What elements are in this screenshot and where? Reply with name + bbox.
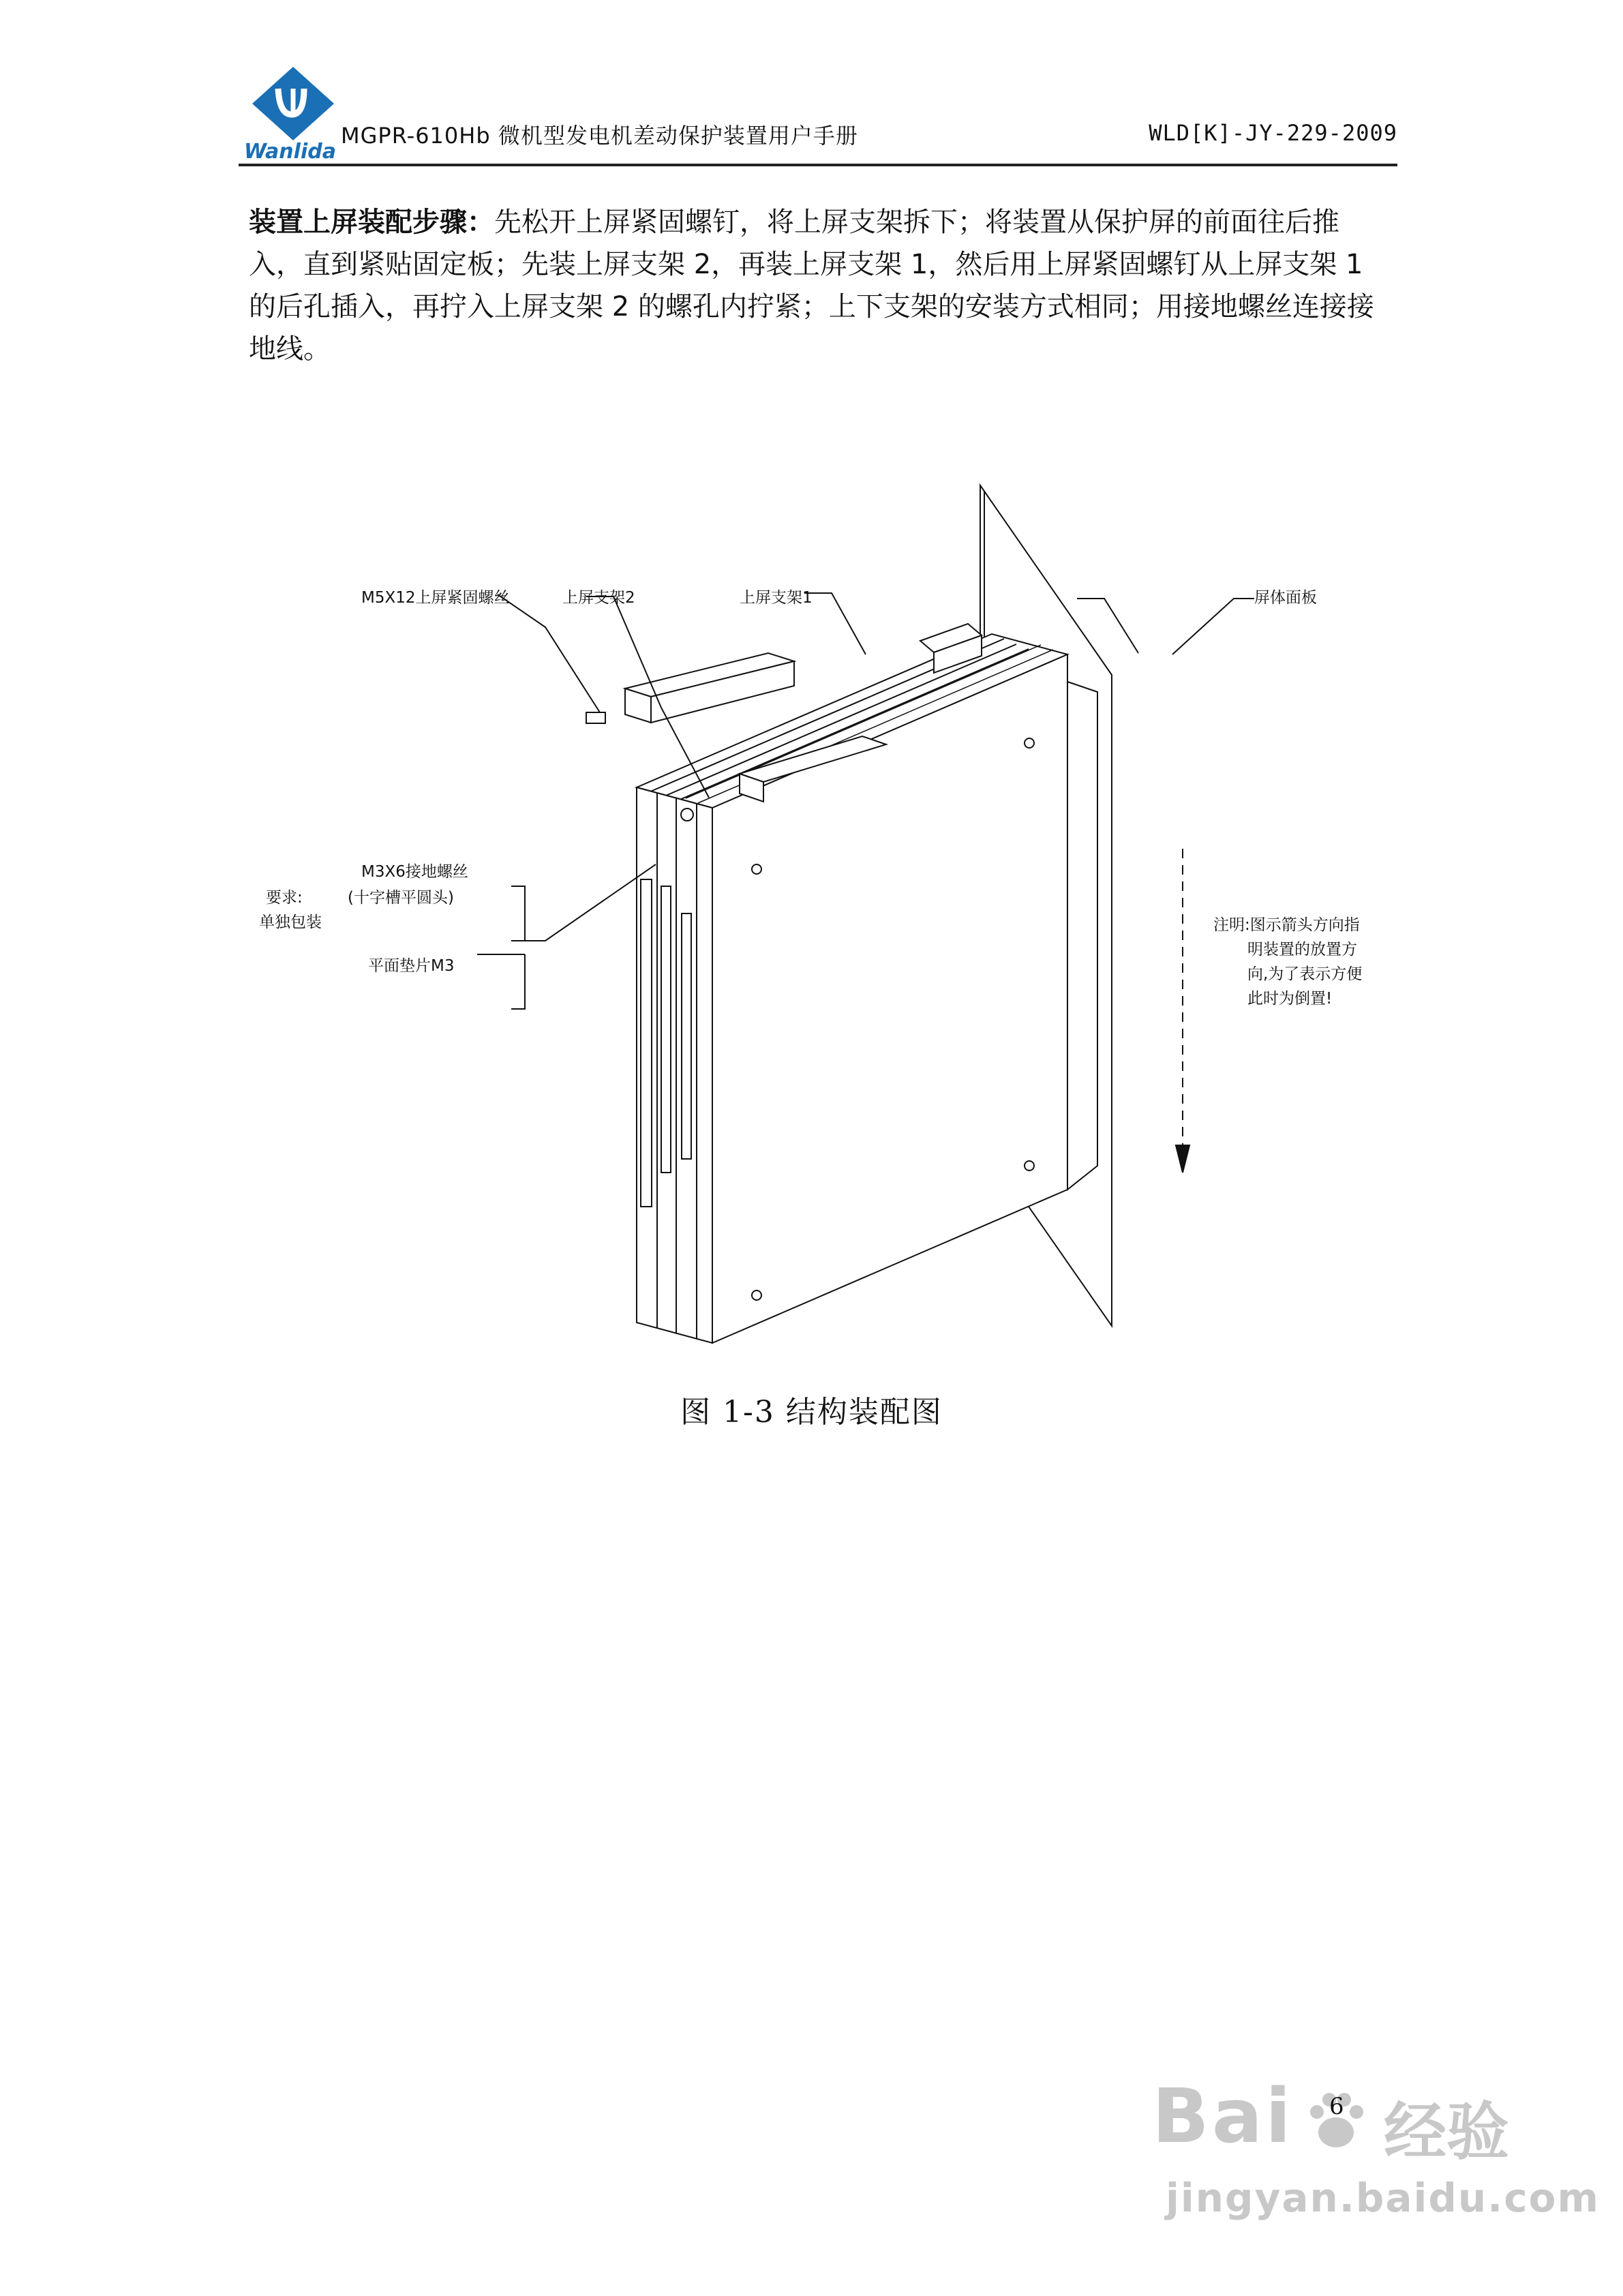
label-ground-screw: M3X6接地螺丝 xyxy=(361,863,468,881)
header-divider xyxy=(239,164,1397,166)
instructions-lead: 装置上屏装配步骤： xyxy=(249,207,494,238)
assembly-figure xyxy=(232,477,1391,1377)
watermark-url: jingyan.baidu.com xyxy=(1166,2175,1600,2221)
label-note-4: 此时为倒置! xyxy=(1247,990,1333,1008)
label-washer: 平面垫片M3 xyxy=(368,957,455,975)
manual-title: MGPR-610Hb 微机型发电机差动保护装置用户手册 xyxy=(341,123,858,149)
label-ground-screw-type: (十字槽平圆头) xyxy=(348,889,454,907)
page-header xyxy=(239,55,1397,170)
page-number: 6 xyxy=(1329,2093,1344,2120)
wanlida-logo xyxy=(239,61,348,164)
label-bracket-1: 上屏支架1 xyxy=(740,589,813,607)
label-note-1: 注明:图示箭头方向指 xyxy=(1213,916,1360,934)
svg-text:Wanlida: Wanlida xyxy=(244,140,336,164)
label-note-2: 明装置的放置方 xyxy=(1247,941,1357,958)
label-bracket-2: 上屏支架2 xyxy=(562,589,635,607)
baidu-watermark xyxy=(1125,2059,1600,2236)
m5-screw xyxy=(586,712,605,723)
label-separate-pack: 单独包装 xyxy=(259,913,322,931)
watermark-brand-2: 经验 xyxy=(1384,2096,1510,2169)
assembly-instructions xyxy=(249,201,1387,370)
label-m5-screw: M5X12上屏紧固螺丝 xyxy=(361,589,510,607)
instructions-text: 先松开上屏紧固螺钉，将上屏支架拆下；将装置从保护屏的前面往后推入，直到紧贴固定板；先装上屏支架 2，再装上屏支架 1，然后用上屏紧固螺钉从上屏支架 1 的后孔插入，再拧入上屏支架 2 的螺孔内拧紧；上下支架的安装方式相同；用接地螺丝连接接地线。 xyxy=(249,207,1374,365)
label-screen-panel: 屏体面板 xyxy=(1254,589,1317,607)
figure-caption: 图 1-3 结构装配图 xyxy=(680,1395,943,1430)
label-requirement: 要求: xyxy=(266,889,303,907)
watermark-brand: Bai xyxy=(1152,2072,1294,2160)
unit-front-panel xyxy=(637,787,712,1343)
document-code: WLD[K]-JY-229-2009 xyxy=(1149,120,1397,146)
label-note-3: 向,为了表示方便 xyxy=(1247,965,1363,983)
